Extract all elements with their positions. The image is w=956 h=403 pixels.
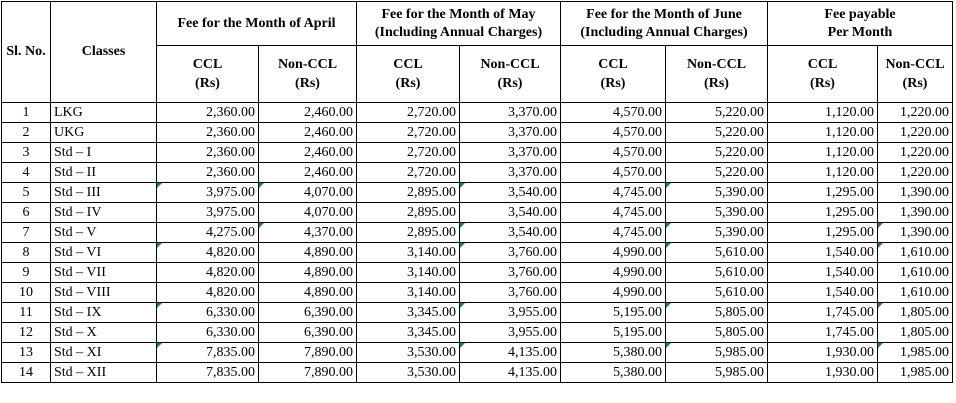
table-row [2, 343, 953, 363]
fee-cell: 2,895.00 [357, 203, 460, 223]
fee-cell: 1,805.00 [878, 323, 953, 343]
subheader-unit: (Rs) [295, 76, 320, 91]
subheader-label: Non-CCL [277, 57, 338, 72]
fee-cell: 1,610.00 [878, 263, 953, 283]
table-row [2, 283, 953, 303]
fee-table [1, 1, 953, 383]
class-cell: Std – II [51, 163, 157, 183]
fee-cell: 1,930.00 [768, 363, 878, 383]
table-row [2, 243, 953, 263]
class-cell: Std – XII [51, 363, 157, 383]
fee-cell: 2,360.00 [157, 163, 259, 183]
fee-cell: 2,460.00 [259, 103, 357, 123]
class-cell: Std – III [51, 183, 157, 203]
table-row [2, 263, 953, 283]
fee-cell: 4,890.00 [259, 263, 357, 283]
fee-cell: 4,135.00 [460, 343, 561, 363]
fee-cell: 5,805.00 [666, 303, 768, 323]
fee-cell: 3,760.00 [460, 243, 561, 263]
fee-cell: 4,820.00 [157, 283, 259, 303]
fee-cell: 2,460.00 [259, 123, 357, 143]
subheader-unit: (Rs) [497, 76, 523, 91]
subheader-unit: (Rs) [395, 76, 421, 91]
fee-cell: 3,370.00 [460, 103, 561, 123]
fee-cell: 3,140.00 [357, 263, 460, 283]
fee-cell: 4,570.00 [561, 163, 666, 183]
table-row [2, 183, 953, 203]
class-cell: Std – VII [51, 263, 157, 283]
class-cell: Std – VI [51, 243, 157, 263]
subheader-ccl-6 [768, 46, 878, 103]
subheader-label: Non-CCL [885, 57, 945, 72]
subheader-label: Non-CCL [686, 57, 747, 72]
fee-cell: 1,295.00 [768, 203, 878, 223]
fee-cell: 4,070.00 [259, 183, 357, 203]
fee-cell: 4,745.00 [561, 203, 666, 223]
fee-cell: 1,745.00 [768, 303, 878, 323]
fee-cell: 5,220.00 [666, 123, 768, 143]
fee-cell: 7,890.00 [259, 363, 357, 383]
fee-cell: 1,390.00 [878, 183, 953, 203]
subheader-non-ccl-5 [666, 46, 768, 103]
subheader-unit: (Rs) [704, 76, 729, 91]
fee-cell: 4,820.00 [157, 263, 259, 283]
sl-no-cell: 12 [2, 323, 51, 343]
fee-cell: 3,975.00 [157, 183, 259, 203]
fee-cell: 4,990.00 [561, 243, 666, 263]
fee-cell: 5,985.00 [666, 363, 768, 383]
fee-cell: 1,540.00 [768, 263, 878, 283]
subheader-label: CCL [393, 57, 423, 72]
fee-cell: 5,390.00 [666, 203, 768, 223]
may-header-line1: Fee for the Month of May [381, 6, 536, 22]
fee-cell: 2,360.00 [157, 103, 259, 123]
fee-cell: 7,835.00 [157, 363, 259, 383]
fee-cell: 5,195.00 [561, 303, 666, 323]
table-row [2, 303, 953, 323]
per-month-header-line1: Fee payable [824, 6, 896, 22]
subheader-ccl-0 [157, 46, 259, 103]
fee-cell: 4,570.00 [561, 143, 666, 163]
fee-cell: 5,195.00 [561, 323, 666, 343]
fee-cell: 6,390.00 [259, 323, 357, 343]
april-group-header [157, 2, 357, 46]
fee-cell: 1,805.00 [878, 303, 953, 323]
table-body [2, 103, 953, 383]
table-row [2, 163, 953, 183]
sl-no-cell: 7 [2, 223, 51, 243]
fee-cell: 5,390.00 [666, 223, 768, 243]
fee-cell: 1,120.00 [768, 143, 878, 163]
fee-cell: 3,370.00 [460, 163, 561, 183]
class-cell: Std – IX [51, 303, 157, 323]
per-month-group-header [768, 2, 953, 46]
subheader-label: CCL [192, 57, 223, 72]
table-row [2, 323, 953, 343]
fee-cell: 4,990.00 [561, 263, 666, 283]
subheader-label: Non-CCL [480, 57, 540, 72]
fee-cell: 3,760.00 [460, 263, 561, 283]
fee-cell: 1,295.00 [768, 183, 878, 203]
may-group-header [357, 2, 561, 46]
fee-cell: 3,370.00 [460, 123, 561, 143]
fee-cell: 3,540.00 [460, 223, 561, 243]
subheader-unit: (Rs) [600, 76, 626, 91]
sl-no-cell: 13 [2, 343, 51, 363]
table-row [2, 363, 953, 383]
per-month-header-line2: Per Month [827, 24, 893, 40]
fee-cell: 1,120.00 [768, 123, 878, 143]
class-cell: Std – V [51, 223, 157, 243]
fee-cell: 1,985.00 [878, 363, 953, 383]
class-cell: UKG [51, 123, 157, 143]
fee-cell: 3,760.00 [460, 283, 561, 303]
fee-cell: 4,135.00 [460, 363, 561, 383]
table-row [2, 223, 953, 243]
fee-cell: 4,070.00 [259, 203, 357, 223]
fee-cell: 1,390.00 [878, 223, 953, 243]
class-cell: Std – IV [51, 203, 157, 223]
fee-cell: 4,890.00 [259, 243, 357, 263]
sl-no-cell: 1 [2, 103, 51, 123]
table-row [2, 103, 953, 123]
fee-cell: 5,390.00 [666, 183, 768, 203]
fee-cell: 4,370.00 [259, 223, 357, 243]
fee-cell: 4,890.00 [259, 283, 357, 303]
classes-header: Classes [51, 2, 157, 103]
fee-cell: 1,220.00 [878, 143, 953, 163]
fee-cell: 3,955.00 [460, 323, 561, 343]
fee-cell: 3,540.00 [460, 183, 561, 203]
june-header-line2: (Including Annual Charges) [580, 24, 748, 40]
fee-cell: 3,530.00 [357, 363, 460, 383]
fee-cell: 6,390.00 [259, 303, 357, 323]
april-header-line1: Fee for the Month of April [177, 15, 336, 31]
fee-cell: 2,895.00 [357, 223, 460, 243]
fee-cell: 3,140.00 [357, 283, 460, 303]
fee-cell: 1,120.00 [768, 163, 878, 183]
fee-cell: 4,990.00 [561, 283, 666, 303]
fee-cell: 5,380.00 [561, 343, 666, 363]
fee-cell: 2,360.00 [157, 143, 259, 163]
class-cell: Std – XI [51, 343, 157, 363]
sl-no-cell: 4 [2, 163, 51, 183]
fee-cell: 3,975.00 [157, 203, 259, 223]
fee-cell: 5,380.00 [561, 363, 666, 383]
fee-cell: 3,370.00 [460, 143, 561, 163]
fee-cell: 2,460.00 [259, 143, 357, 163]
fee-cell: 4,275.00 [157, 223, 259, 243]
table-row [2, 143, 953, 163]
subheader-unit: (Rs) [195, 76, 220, 91]
fee-cell: 1,540.00 [768, 283, 878, 303]
fee-cell: 2,360.00 [157, 123, 259, 143]
fee-cell: 3,530.00 [357, 343, 460, 363]
table-header [2, 2, 953, 103]
subheader-unit: (Rs) [810, 76, 835, 91]
fee-cell: 7,835.00 [157, 343, 259, 363]
subheader-ccl-2 [357, 46, 460, 103]
fee-cell: 5,805.00 [666, 323, 768, 343]
class-cell: Std – VIII [51, 283, 157, 303]
fee-cell: 1,220.00 [878, 103, 953, 123]
sl-no-cell: 11 [2, 303, 51, 323]
table-row [2, 123, 953, 143]
fee-cell: 1,930.00 [768, 343, 878, 363]
sl-no-cell: 3 [2, 143, 51, 163]
fee-cell: 1,540.00 [768, 243, 878, 263]
subheader-label: CCL [807, 57, 838, 72]
fee-cell: 1,610.00 [878, 283, 953, 303]
fee-cell: 2,720.00 [357, 163, 460, 183]
fee-cell: 5,220.00 [666, 163, 768, 183]
sl-no-cell: 14 [2, 363, 51, 383]
fee-cell: 4,745.00 [561, 183, 666, 203]
fee-cell: 2,895.00 [357, 183, 460, 203]
subheader-non-ccl-3 [460, 46, 561, 103]
sl-no-cell: 2 [2, 123, 51, 143]
fee-cell: 5,610.00 [666, 283, 768, 303]
fee-cell: 1,745.00 [768, 323, 878, 343]
fee-cell: 3,540.00 [460, 203, 561, 223]
fee-cell: 3,345.00 [357, 303, 460, 323]
fee-cell: 5,610.00 [666, 243, 768, 263]
fee-cell: 1,220.00 [878, 123, 953, 143]
table-row [2, 203, 953, 223]
sl-no-cell: 9 [2, 263, 51, 283]
may-header-line2: (Including Annual Charges) [374, 24, 543, 40]
fee-cell: 1,295.00 [768, 223, 878, 243]
june-group-header [561, 2, 768, 46]
class-cell: Std – I [51, 143, 157, 163]
fee-cell: 5,220.00 [666, 143, 768, 163]
fee-cell: 5,985.00 [666, 343, 768, 363]
fee-cell: 4,820.00 [157, 243, 259, 263]
subheader-ccl-4 [561, 46, 666, 103]
fee-cell: 5,610.00 [666, 263, 768, 283]
subheader-label: CCL [598, 57, 628, 72]
subheader-non-ccl-7 [878, 46, 953, 103]
fee-cell: 3,955.00 [460, 303, 561, 323]
class-cell: Std – X [51, 323, 157, 343]
fee-cell: 1,985.00 [878, 343, 953, 363]
sl-no-cell: 10 [2, 283, 51, 303]
fee-cell: 4,570.00 [561, 123, 666, 143]
fee-cell: 2,720.00 [357, 103, 460, 123]
fee-cell: 3,140.00 [357, 243, 460, 263]
fee-cell: 5,220.00 [666, 103, 768, 123]
fee-cell: 3,345.00 [357, 323, 460, 343]
fee-cell: 6,330.00 [157, 303, 259, 323]
subheader-unit: (Rs) [902, 76, 928, 91]
fee-cell: 4,570.00 [561, 103, 666, 123]
fee-cell: 7,890.00 [259, 343, 357, 363]
fee-cell: 1,220.00 [878, 163, 953, 183]
fee-cell: 4,745.00 [561, 223, 666, 243]
fee-cell: 1,120.00 [768, 103, 878, 123]
fee-cell: 1,610.00 [878, 243, 953, 263]
fee-cell: 1,390.00 [878, 203, 953, 223]
june-header-line1: Fee for the Month of June [586, 6, 742, 22]
sl-no-header: Sl. No. [2, 2, 51, 103]
fee-cell: 2,720.00 [357, 143, 460, 163]
fee-cell: 6,330.00 [157, 323, 259, 343]
sl-no-cell: 5 [2, 183, 51, 203]
class-cell: LKG [51, 103, 157, 123]
fee-cell: 2,460.00 [259, 163, 357, 183]
subheader-non-ccl-1 [259, 46, 357, 103]
fee-cell: 2,720.00 [357, 123, 460, 143]
sl-no-cell: 8 [2, 243, 51, 263]
sl-no-cell: 6 [2, 203, 51, 223]
